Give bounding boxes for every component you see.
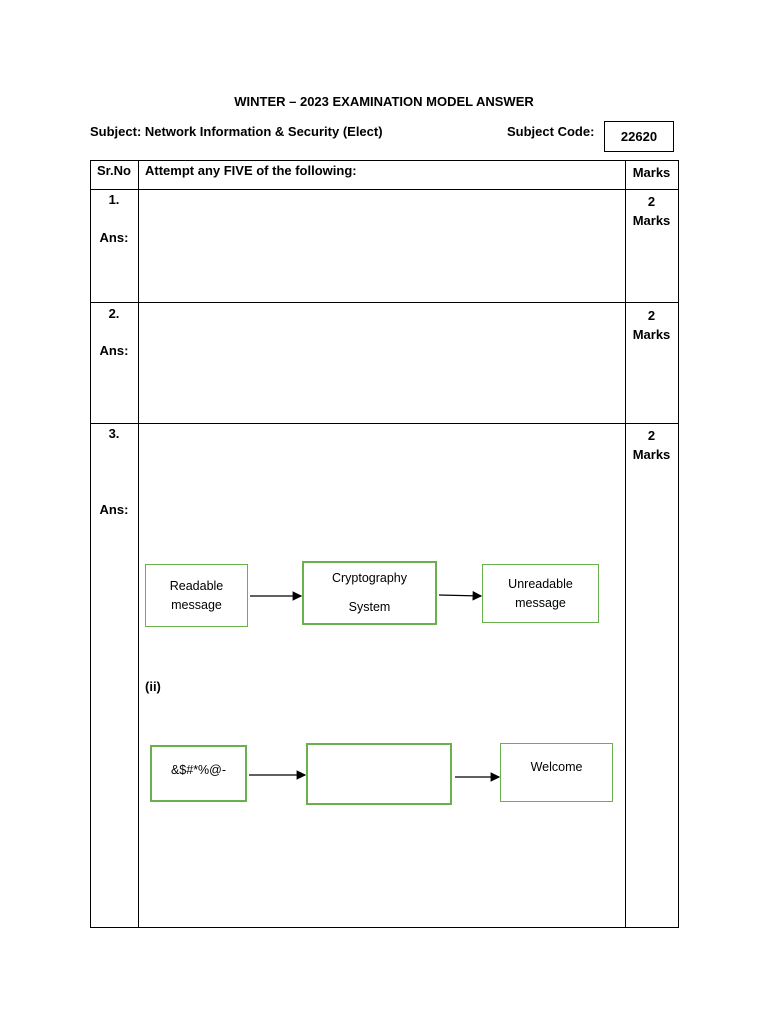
subject-code-label: Subject Code:	[507, 124, 595, 139]
header-marks: Marks	[632, 165, 671, 180]
box-line: &$#*%@-	[170, 763, 227, 777]
row-marks-number: 2	[647, 308, 656, 323]
page-title: WINTER – 2023 EXAMINATION MODEL ANSWER	[234, 94, 534, 109]
box-line: Unreadable	[508, 576, 573, 591]
box-line: Cryptography	[331, 571, 408, 585]
box-line: System	[348, 600, 391, 614]
row-marks-word: Marks	[632, 327, 671, 342]
subject-code-box: 22620	[604, 121, 674, 152]
box-line: message	[515, 595, 566, 610]
row-number: 2.	[108, 306, 120, 321]
box-line: Welcome	[530, 760, 583, 774]
subject-name: Subject: Network Information & Security (Elect)	[90, 124, 383, 139]
row-marks-word: Marks	[632, 447, 671, 462]
arrow-crypto-to-unreadable	[439, 595, 481, 596]
row-number: 1.	[108, 192, 120, 207]
header-srno: Sr.No	[97, 163, 131, 178]
row-marks-number: 2	[647, 428, 656, 443]
row-marks-word: Marks	[632, 213, 671, 228]
row-ans-label: Ans:	[99, 230, 129, 245]
sub-part-label: (ii)	[145, 679, 161, 694]
header-question: Attempt any FIVE of the following:	[145, 163, 357, 178]
row-number: 3.	[108, 426, 120, 441]
box-line: Readable	[169, 578, 224, 593]
row-ans-label: Ans:	[99, 343, 129, 358]
row-marks-number: 2	[647, 194, 656, 209]
box-line: message	[171, 597, 222, 612]
row-ans-label: Ans:	[99, 502, 129, 517]
